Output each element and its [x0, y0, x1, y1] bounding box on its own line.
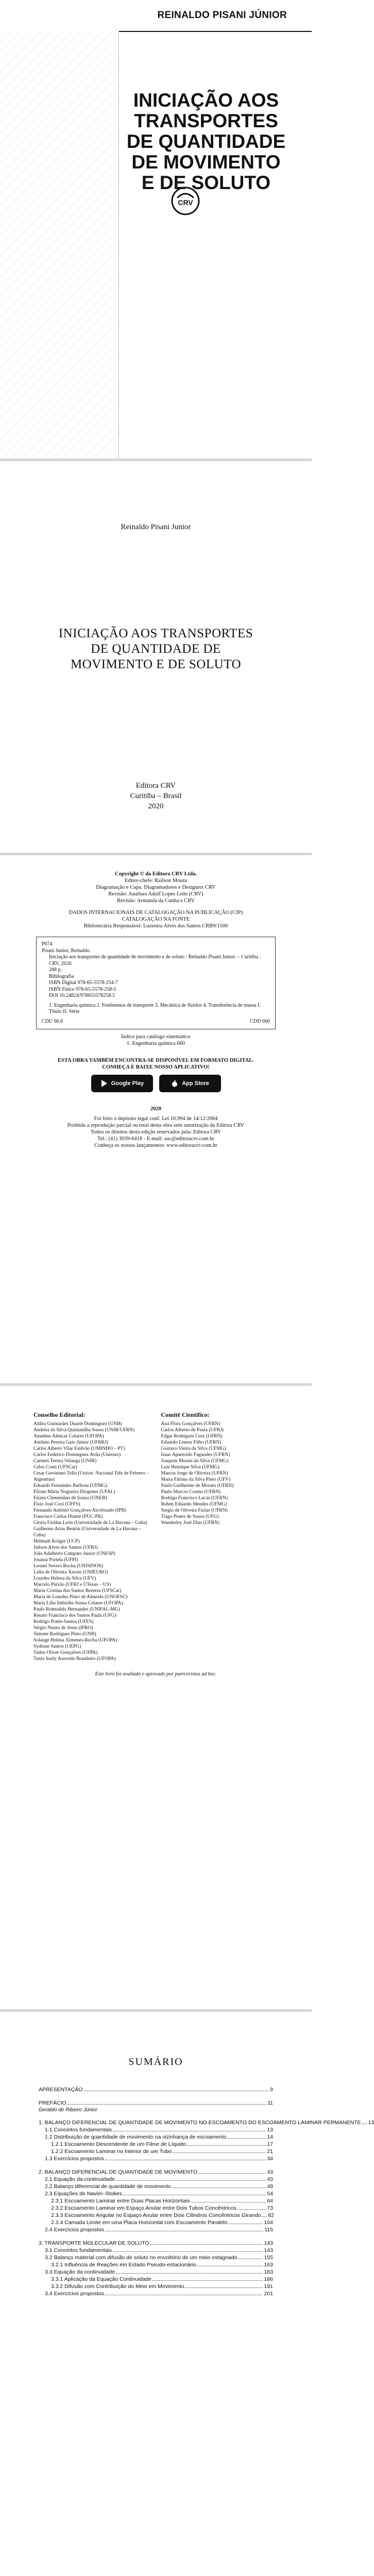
toc-entry-title: 1. BALANÇO DIFERENCIAL DE QUANTIDADE DE MOVIMENTO NO ESCOAMENTO DO ESCOAMENTO LAMINAR PERMANENTE: [39, 2120, 361, 2126]
toc-entry[interactable]: [39, 2197, 273, 2205]
toc-entry-page: 13: [267, 2127, 273, 2133]
toc-entry-title: 1.1 Conceitos fundamentais: [45, 2127, 112, 2133]
toc-entry-title: 2.3.1 Escoamento Laminar entre Duas Placas Horizontais: [51, 2198, 190, 2204]
play-icon: [100, 1079, 108, 1088]
toc-entry-page: 143: [264, 2247, 273, 2253]
toc-leader: [152, 2280, 263, 2281]
toc-leader: [116, 2180, 266, 2181]
toc-leader: [116, 2273, 263, 2274]
board-member: Edgar Rodrigues Cruz (UFRN): [161, 1434, 223, 1439]
google-play-label: Google Play: [111, 1080, 144, 1087]
toc-entry-title: 2.3 Equações de Navier–Stokes: [45, 2191, 123, 2197]
board-member: Tania Suely Azevedo Brasileiro (UFOPA): [33, 1656, 116, 1662]
cip-title: DADOS INTERNACIONAIS DE CATALOGAÇÃO NA PUBLICAÇÃO (CIP): [69, 910, 243, 916]
scientific-list: [161, 1421, 279, 1526]
toc-entry-title: 3.1 Conceitos fundamentais: [45, 2247, 112, 2253]
credit-line: Copyright © da Editora CRV Ltda.: [115, 871, 197, 877]
toc-leader: [113, 2251, 263, 2252]
toc-entry-page: 143: [264, 2240, 273, 2246]
title-line: MOVIMENTO E DE SOLUTO: [70, 657, 242, 671]
title-page-title: [31, 626, 281, 672]
board-member: Elizeu Clementino de Souza (UNEB): [33, 1496, 107, 1501]
board-member: Solange Helena Ximenes-Rocha (UFOPA): [33, 1638, 117, 1643]
toc-entry-page: 11: [267, 2100, 273, 2106]
scientific-committee-title: Comitê Científico:: [161, 1411, 210, 1418]
cover-side-panel: [0, 31, 119, 459]
board-member: Sergio de Oliveira Farias (UFRN): [161, 1508, 228, 1513]
board-member: Josania Portela (UFPI): [33, 1557, 78, 1563]
record-line: P674: [42, 941, 53, 947]
board-member: Helmuth Krüger (UCP): [33, 1539, 80, 1544]
board-member: Anselmo Alencar Colares (UFOPA): [33, 1434, 104, 1439]
toc-leader: [67, 2104, 266, 2105]
apps-title: [36, 1057, 276, 1071]
cover-title-line: DE QUANTIDADE: [126, 131, 286, 152]
toc-entry-title: 2.1 Equação da continuidade: [45, 2176, 115, 2182]
toc-spacer: [39, 2162, 273, 2168]
index-title: Índice para catálogo sistemático: [121, 1034, 191, 1040]
toc-entry-page: 17: [267, 2141, 273, 2147]
toc-entry-page: 186: [264, 2276, 273, 2282]
toc-entry-page: 34: [267, 2156, 273, 2162]
toc-entry-page: 54: [267, 2191, 273, 2197]
board-member: Renato Francisco dos Santos Paula (UFG): [33, 1613, 116, 1618]
toc-entry-title: 3. TRANSPORTE MOLECULAR DE SOLUTO: [39, 2240, 149, 2246]
toc-entry-page: 191: [264, 2283, 273, 2290]
google-play-badge[interactable]: [91, 1075, 153, 1092]
toc-entry[interactable]: [39, 2155, 273, 2162]
board-member: Paulo Marcos Cosmo (UFRN): [161, 1489, 221, 1495]
board-member: Francisco Carlos Duarte (PUC-PR): [33, 1514, 103, 1519]
toc-entry[interactable]: [39, 2099, 273, 2107]
publisher-name: Editora CRV: [135, 782, 176, 790]
toc-entry[interactable]: [39, 2240, 273, 2247]
cover-rule: [118, 31, 312, 32]
credit-line: Diagramação e Capa: Diagramadores e Designers CRV: [96, 885, 216, 890]
board-member: Leonel Severo Rocha (UNISINOS): [33, 1564, 103, 1569]
toc-entry-title: 1.3 Exercícios propostos: [45, 2156, 104, 2162]
toc-entry[interactable]: [39, 2290, 273, 2297]
apps-title-line: ESTA OBRA TAMBÉM ENCONTRA-SE DISPONÍVEL EM FORMATO DIGITAL.: [58, 1058, 254, 1063]
board-member: Rodrigo Francisco Lucas (UFRN): [161, 1496, 228, 1501]
board-member: Marcelo Paixão (UFRJ e UTexas – US): [33, 1582, 111, 1587]
app-store-label: App Store: [182, 1080, 209, 1087]
board-member: Luiz Henrique Silva (UFMG): [161, 1465, 219, 1470]
toc-subtitle: Geraldo de Ribeiro Júnior: [39, 2107, 97, 2113]
toc-entry[interactable]: [39, 2086, 273, 2093]
publisher-city: Curitiba – Brasil: [130, 792, 182, 800]
toc-entry-page: 64: [267, 2198, 273, 2204]
board-member: Ruben Eduardo Mendes (UFMG): [161, 1502, 227, 1507]
scientific-committee: [161, 1412, 279, 1662]
board-member: Joaquim Morais da Silva (UFMG): [161, 1459, 229, 1464]
board-member: Paulo Guilherme de Moraes (UFRN): [161, 1483, 234, 1488]
toc-entry[interactable]: [39, 2119, 374, 2126]
toc-leader: [187, 2145, 266, 2146]
board-member: Lídia de Oliveira Xavier (UNIEURO): [33, 1570, 108, 1575]
board-member: Carlos Federico Dominguez Avila (Unieuro): [33, 1452, 121, 1458]
toc-entry-page: 49: [267, 2183, 273, 2190]
toc-list: [39, 2086, 374, 2297]
toc-entry-page: 14: [267, 2134, 273, 2140]
cip-record: [36, 937, 276, 1029]
toc-spacer: [39, 2233, 273, 2240]
toc-entry[interactable]: [39, 2254, 273, 2261]
cover-title-line: TRANSPORTES: [134, 110, 278, 131]
board-member: Maria Cristina dos Santos Bezerra (UFSCar): [33, 1588, 122, 1594]
board-member: Isaac Aparecido Fagundes (UFRN): [161, 1452, 230, 1458]
title-page-publisher: [0, 781, 312, 811]
toc-entry[interactable]: [39, 2141, 273, 2148]
cdd-code: CDD 660: [250, 1018, 270, 1024]
board-member: Ana Flora Gonçalves (UFRN): [161, 1421, 220, 1427]
toc-entry-title: 2. BALANÇO DIFERENCIAL DE QUANTIDADE DE MOVIMENTO: [39, 2169, 198, 2175]
toc-entry-page: 73: [267, 2205, 273, 2211]
board-member: Wanderley José Dias (UFRN): [161, 1520, 219, 1526]
toc-leader: [237, 2209, 266, 2210]
legal-footer: [36, 1106, 276, 1149]
toc-leader: [262, 2216, 267, 2217]
toc-entry-page: 43: [267, 2169, 273, 2175]
board-member: Élsio José Corá (UFFS): [33, 1502, 80, 1507]
footer-year: 2020: [150, 1106, 161, 1112]
toc-entry-title: 3.2.1 Influência de Reações em Estado Pseudo-estacionário: [51, 2262, 196, 2268]
logo-text: CRV: [178, 198, 193, 207]
toc-entry-title: 2.4 Exercícios propostos: [45, 2227, 104, 2233]
record-line: Bibliografia: [49, 973, 74, 979]
board-member: Eduardo Lemos Filho (UFRN): [161, 1440, 222, 1445]
board-member: Antônio Pereira Gaio Júnior (UFRRJ): [33, 1440, 108, 1445]
cdu-code: CDU 66.0: [42, 1018, 63, 1024]
toc-entry-title: 1.2.1 Escoamento Descendente de um Filme de Líquido: [51, 2141, 186, 2147]
editorial-board: [33, 1412, 151, 1662]
credit-line: Editor-chefe: Railson Moura: [125, 878, 187, 884]
toc-entry-title: PREFÁCIO: [39, 2100, 66, 2106]
toc-entry-page: 115: [264, 2227, 273, 2233]
copyright-credits: [36, 871, 276, 904]
cip-subtitle: CATALOGAÇÃO NA FONTE: [122, 917, 190, 922]
index-item: 1. Engenharia química 660: [126, 1041, 185, 1046]
toc-leader: [198, 2173, 266, 2174]
toc-entry-page: 183: [264, 2269, 273, 2275]
cover-title: [121, 90, 291, 193]
toc-leader: [228, 2138, 266, 2139]
board-member: Maria Fátima da Silva Pinto (UFV): [161, 1477, 231, 1482]
footer-line: Tel.: (41) 3039-6418 - E-mail: sac@editoracrv.com.br: [97, 1136, 214, 1142]
toc-entry[interactable]: [39, 2268, 273, 2276]
toc-entry-title: 3.2 Balanço material com difusão de soluto no envoltório de um meio estagnado: [45, 2255, 237, 2261]
footer-line: Conheça os nossos lançamentos: www.editoracrv.com.br: [94, 1143, 217, 1148]
board-member: Carmen Tereza Velanga (UNIR): [33, 1459, 97, 1464]
board-member: Marcos Jorge de Oliveira (UFRN): [161, 1471, 228, 1476]
toc-entry-page: 163: [264, 2262, 273, 2268]
copyright-page: [0, 855, 312, 1383]
toc-entry[interactable]: [39, 2126, 273, 2133]
board-member: Carlos Alberto Vilar Estêvão (UMINHO – PT): [33, 1446, 125, 1451]
title-page-author: Reinaldo Pisani Junior: [121, 523, 191, 531]
toc-entry[interactable]: [39, 2183, 273, 2190]
toc-entry-title: 3.3 Equação da continuidade: [45, 2269, 115, 2275]
toc-entry-title: 1.2 Distribuição de quantidade de movimento na vizinhança de escoamento: [45, 2134, 227, 2140]
board-member: Aldira Guimarães Duarte Domínguez (UNB): [33, 1421, 122, 1427]
cover-title-line: E DE SOLUTO: [141, 172, 271, 193]
toc-entry-page: 43: [267, 2176, 273, 2182]
board-member: Lourdes Helena da Silva (UFV): [33, 1576, 96, 1581]
toc-entry-title: 3.4 Exercícios propostos: [45, 2291, 104, 2297]
record-line: 288 p.: [49, 967, 62, 973]
toc-entry-title: 3.3.2 Difusão com Contribuição do Meio em Movimento: [51, 2283, 184, 2290]
app-store-badge[interactable]: [159, 1075, 221, 1092]
board-member: Maria de Lourdes Pinto de Almeida (UNOESC): [33, 1595, 128, 1600]
toc-entry[interactable]: [39, 2212, 273, 2219]
board-member: Cesar Gerónimo Tello (Univer. Nacional Três de Febrero – Argentina): [33, 1471, 149, 1482]
record-line: DOI 10.24824/978655578258.5: [49, 993, 115, 998]
board-member: Eduardo Fernandes Barbosa (UFMG): [33, 1483, 108, 1488]
cover-title-line: DE MOVIMENTO: [131, 151, 281, 173]
toc-entry-title: 2.3.2 Escoamento Laminar em Espaço Anular entre Dois Tubos Concêntricos: [51, 2205, 237, 2211]
board-member: Fernando Antônio Gonçalves Alcoforado (IPB): [33, 1508, 126, 1513]
toc-entry-page: 104: [264, 2219, 273, 2226]
toc-leader: [185, 2287, 263, 2288]
toc-entry-title: 2.3.4 Camada Limite em uma Placa Horizontal com Escoamento Paralelo: [51, 2219, 228, 2226]
boards-page: [0, 1386, 312, 2009]
board-member: Simone Rodrigues Pinto (UNB): [33, 1632, 96, 1637]
footer-line: Todos os direitos desta edição reservados pela: Editora CRV: [90, 1129, 222, 1135]
credit-line: Revisão: Analises Adolf Lopes Leite (CRV): [108, 891, 203, 897]
toc-entry[interactable]: [39, 2205, 273, 2212]
catalog-index: [36, 1033, 276, 1047]
toc-entry-title: 3.3.1 Aplicação da Equação Continuidade: [51, 2276, 151, 2282]
toc-entry-page: 82: [268, 2212, 275, 2218]
title-line: DE QUANTIDADE DE: [91, 642, 221, 656]
toc-entry[interactable]: [39, 2283, 273, 2290]
toc-entry-title: 1.2.2 Escoamento Laminar no Interior de um Tubo: [51, 2148, 172, 2155]
toc-entry[interactable]: [39, 2148, 273, 2155]
record-line: Iniciação aos transportes de quantidade de movimento e de soluto / Reinaldo Pisani Junior. – Curitiba : CRV, 2020.: [49, 954, 261, 967]
store-badges: [36, 1075, 276, 1092]
board-member: Gustavo Vieira da Silva (UFMG): [161, 1446, 226, 1451]
toc-entry-title: APRESENTAÇÃO: [39, 2087, 83, 2093]
toc-entry-page: 201: [264, 2291, 273, 2297]
title-line: INICIAÇÃO AOS TRANSPORTES: [58, 626, 253, 640]
toc-title: SUMÁRIO: [128, 2056, 183, 2067]
toc-entry[interactable]: [39, 2226, 273, 2233]
cover-title-line: INICIAÇÃO AOS: [133, 90, 279, 111]
board-member: Rodrigo Pratte-Santos (UFES): [33, 1619, 94, 1624]
toc-entry[interactable]: [39, 2168, 273, 2176]
apple-icon: [171, 1079, 179, 1088]
record-line: ISBN Digital 978-65-5578-254-7: [49, 980, 118, 986]
board-member: Guillermo Arias Beatón (Universidade de La Havana – Cuba): [33, 1527, 142, 1538]
cip-header: [36, 909, 276, 929]
editorial-board-title: Conselho Editorial:: [33, 1411, 86, 1418]
toc-leader: [150, 2244, 263, 2245]
board-member: Paulo Romualdo Hernandes (UNIFAL-MG): [33, 1607, 120, 1612]
board-member: Carlos Alberto de Paula (UFRJ): [161, 1428, 224, 1433]
board-member: Jailson Alves dos Santos (UFRJ): [33, 1545, 98, 1550]
toc-entry[interactable]: [39, 2219, 273, 2226]
apps-subtitle: CONHEÇA E BAIXE NOSSO APLICATIVO!: [102, 1064, 210, 1070]
editorial-list: [33, 1421, 151, 1662]
cover-author: REINALDO PISANI JÚNIOR: [157, 10, 287, 21]
cover-page: [0, 0, 312, 459]
toc-spacer: [39, 2093, 273, 2099]
board-member: Andréia da Silva Quintanilha Sousa (UNIR/UFRN): [33, 1428, 135, 1433]
toc-entry-page: 21: [267, 2148, 273, 2155]
board-member: Tiago Prates de Souza (UFG): [161, 1514, 219, 1519]
toc-entry-title: 2.3.3 Escoamento Angular no Espaço Anular entre Dois Cilindros Concêntricos Girando: [51, 2212, 261, 2218]
board-member: Sérgio Nunes de Jesus (IFRO): [33, 1625, 93, 1631]
classification-row: [42, 1019, 270, 1025]
board-member: Celso Conti (UFSCar): [33, 1465, 77, 1470]
credit-line: Revisão: Armanda da Cunha e CRV: [116, 898, 195, 904]
crv-logo-icon: [170, 185, 201, 216]
toc-entry[interactable]: [39, 2190, 273, 2197]
board-member: João Adalberto Campato Junior (UNESP): [33, 1551, 115, 1556]
record-line: 1. Engenharia química 2. Fenômenos de transporte 3. Mecânica de fluidos 4. Transferência de massa I. Título II. Série: [49, 1002, 261, 1014]
publisher-year: 2020: [148, 802, 164, 810]
board-member: Tadeu Oliver Gonçalves (UFPA): [33, 1650, 98, 1655]
footer-line: Foi feito o depósito legal conf. Lei 10.994 de 14/12/2004: [94, 1116, 218, 1122]
toc-entry[interactable]: [39, 2176, 273, 2183]
toc-entry-page: 9: [270, 2087, 273, 2093]
toc-entry-title: 2.2 Balanço diferencial de quantidade de movimento: [45, 2183, 171, 2190]
toc-entry-page: 13: [368, 2120, 374, 2126]
board-member: Elione Maria Nogueira Diogenes (UFAL): [33, 1489, 115, 1495]
toc-page: [0, 2012, 374, 2576]
record-line: Pisani Junior, Reinaldo.: [42, 947, 91, 954]
record-line: ISBN Físico 978-65-5578-258-5: [49, 986, 116, 992]
board-member: Gloria Fariñas León (Universidade de La Havana – Cuba): [33, 1520, 147, 1526]
board-member: Sydione Santos (UEPG): [33, 1644, 81, 1649]
title-page: [0, 461, 312, 853]
boards-note: Este livro foi avaliado e aprovado por pareceristas ad hoc.: [95, 1671, 217, 1677]
toc-entry[interactable]: [39, 2276, 273, 2283]
toc-entry[interactable]: [39, 2133, 273, 2141]
toc-entry[interactable]: [39, 2261, 273, 2268]
toc-entry[interactable]: [39, 2247, 273, 2254]
footer-line: Proibida a reprodução parcial ou total desta obra sem autorização da Editora CRV: [67, 1123, 245, 1128]
board-member: Maria Lília Imbiriba Sousa Colares (UFOPA): [33, 1601, 123, 1606]
cip-librarian: Bibliotecária Responsável: Luzenira Alves dos Santos CRB9/1506: [83, 923, 228, 929]
toc-entry-page: 155: [264, 2255, 273, 2261]
